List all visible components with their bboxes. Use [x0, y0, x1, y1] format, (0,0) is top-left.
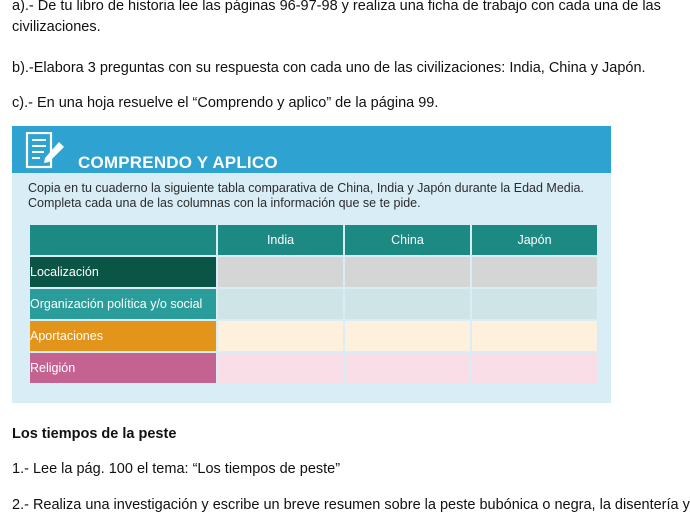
activity-title: COMPRENDO Y APLICO: [78, 153, 278, 172]
section-item-2: 2.- Realiza una investigación y escribe un breve resumen sobre la peste bubónica o negra, la disentería y: [12, 497, 690, 513]
table-cell: [345, 289, 470, 319]
table-cell: [345, 321, 470, 351]
comparison-table: [28, 223, 599, 385]
column-header-japon: Japón: [472, 225, 597, 255]
table-row: [30, 353, 597, 383]
notepad-pencil-icon: [25, 132, 69, 170]
instruction-b: b).-Elabora 3 preguntas con su respuesta con cada uno de las civilizaciones: India, China y Japón.: [12, 60, 646, 76]
table-cell: [218, 257, 343, 287]
table-row: [30, 321, 597, 351]
table-cell: [218, 321, 343, 351]
table-cell: [345, 353, 470, 383]
row-label-aportaciones: Aportaciones: [30, 321, 216, 351]
header-corner-cell: [30, 225, 216, 255]
table-row: [30, 257, 597, 287]
row-label-organizacion: Organización política y/o social: [30, 289, 216, 319]
table-cell: [472, 289, 597, 319]
row-label-localizacion: Localización: [30, 257, 216, 287]
section-heading: Los tiempos de la peste: [12, 426, 177, 442]
section-item-1: 1.- Lee la pág. 100 el tema: “Los tiempos de peste”: [12, 461, 341, 477]
table-cell: [345, 257, 470, 287]
table-cell: [218, 353, 343, 383]
comprendo-aplico-panel: [12, 126, 611, 403]
panel-header: [12, 126, 611, 173]
table-cell: [472, 257, 597, 287]
table-header-row: [30, 225, 597, 255]
table-cell: [218, 289, 343, 319]
instruction-line-2: Completa cada una de las columnas con la información que se te pide.: [28, 196, 421, 210]
table-cell: [472, 321, 597, 351]
row-label-religion: Religión: [30, 353, 216, 383]
activity-instructions: [28, 181, 603, 211]
column-header-india: India: [218, 225, 343, 255]
instruction-line-1: Copia en tu cuaderno la siguiente tabla comparativa de China, India y Japón durante la Edad Media.: [28, 181, 584, 195]
table-cell: [472, 353, 597, 383]
column-header-china: China: [345, 225, 470, 255]
instruction-a: a).- De tu libro de historia lee las páginas 96-97-98 y realiza una ficha de trabajo con cada una de las civilizaciones.: [12, 0, 661, 35]
instruction-c: c).- En una hoja resuelve el “Comprendo y aplico” de la página 99.: [12, 95, 439, 111]
table-row: [30, 289, 597, 319]
